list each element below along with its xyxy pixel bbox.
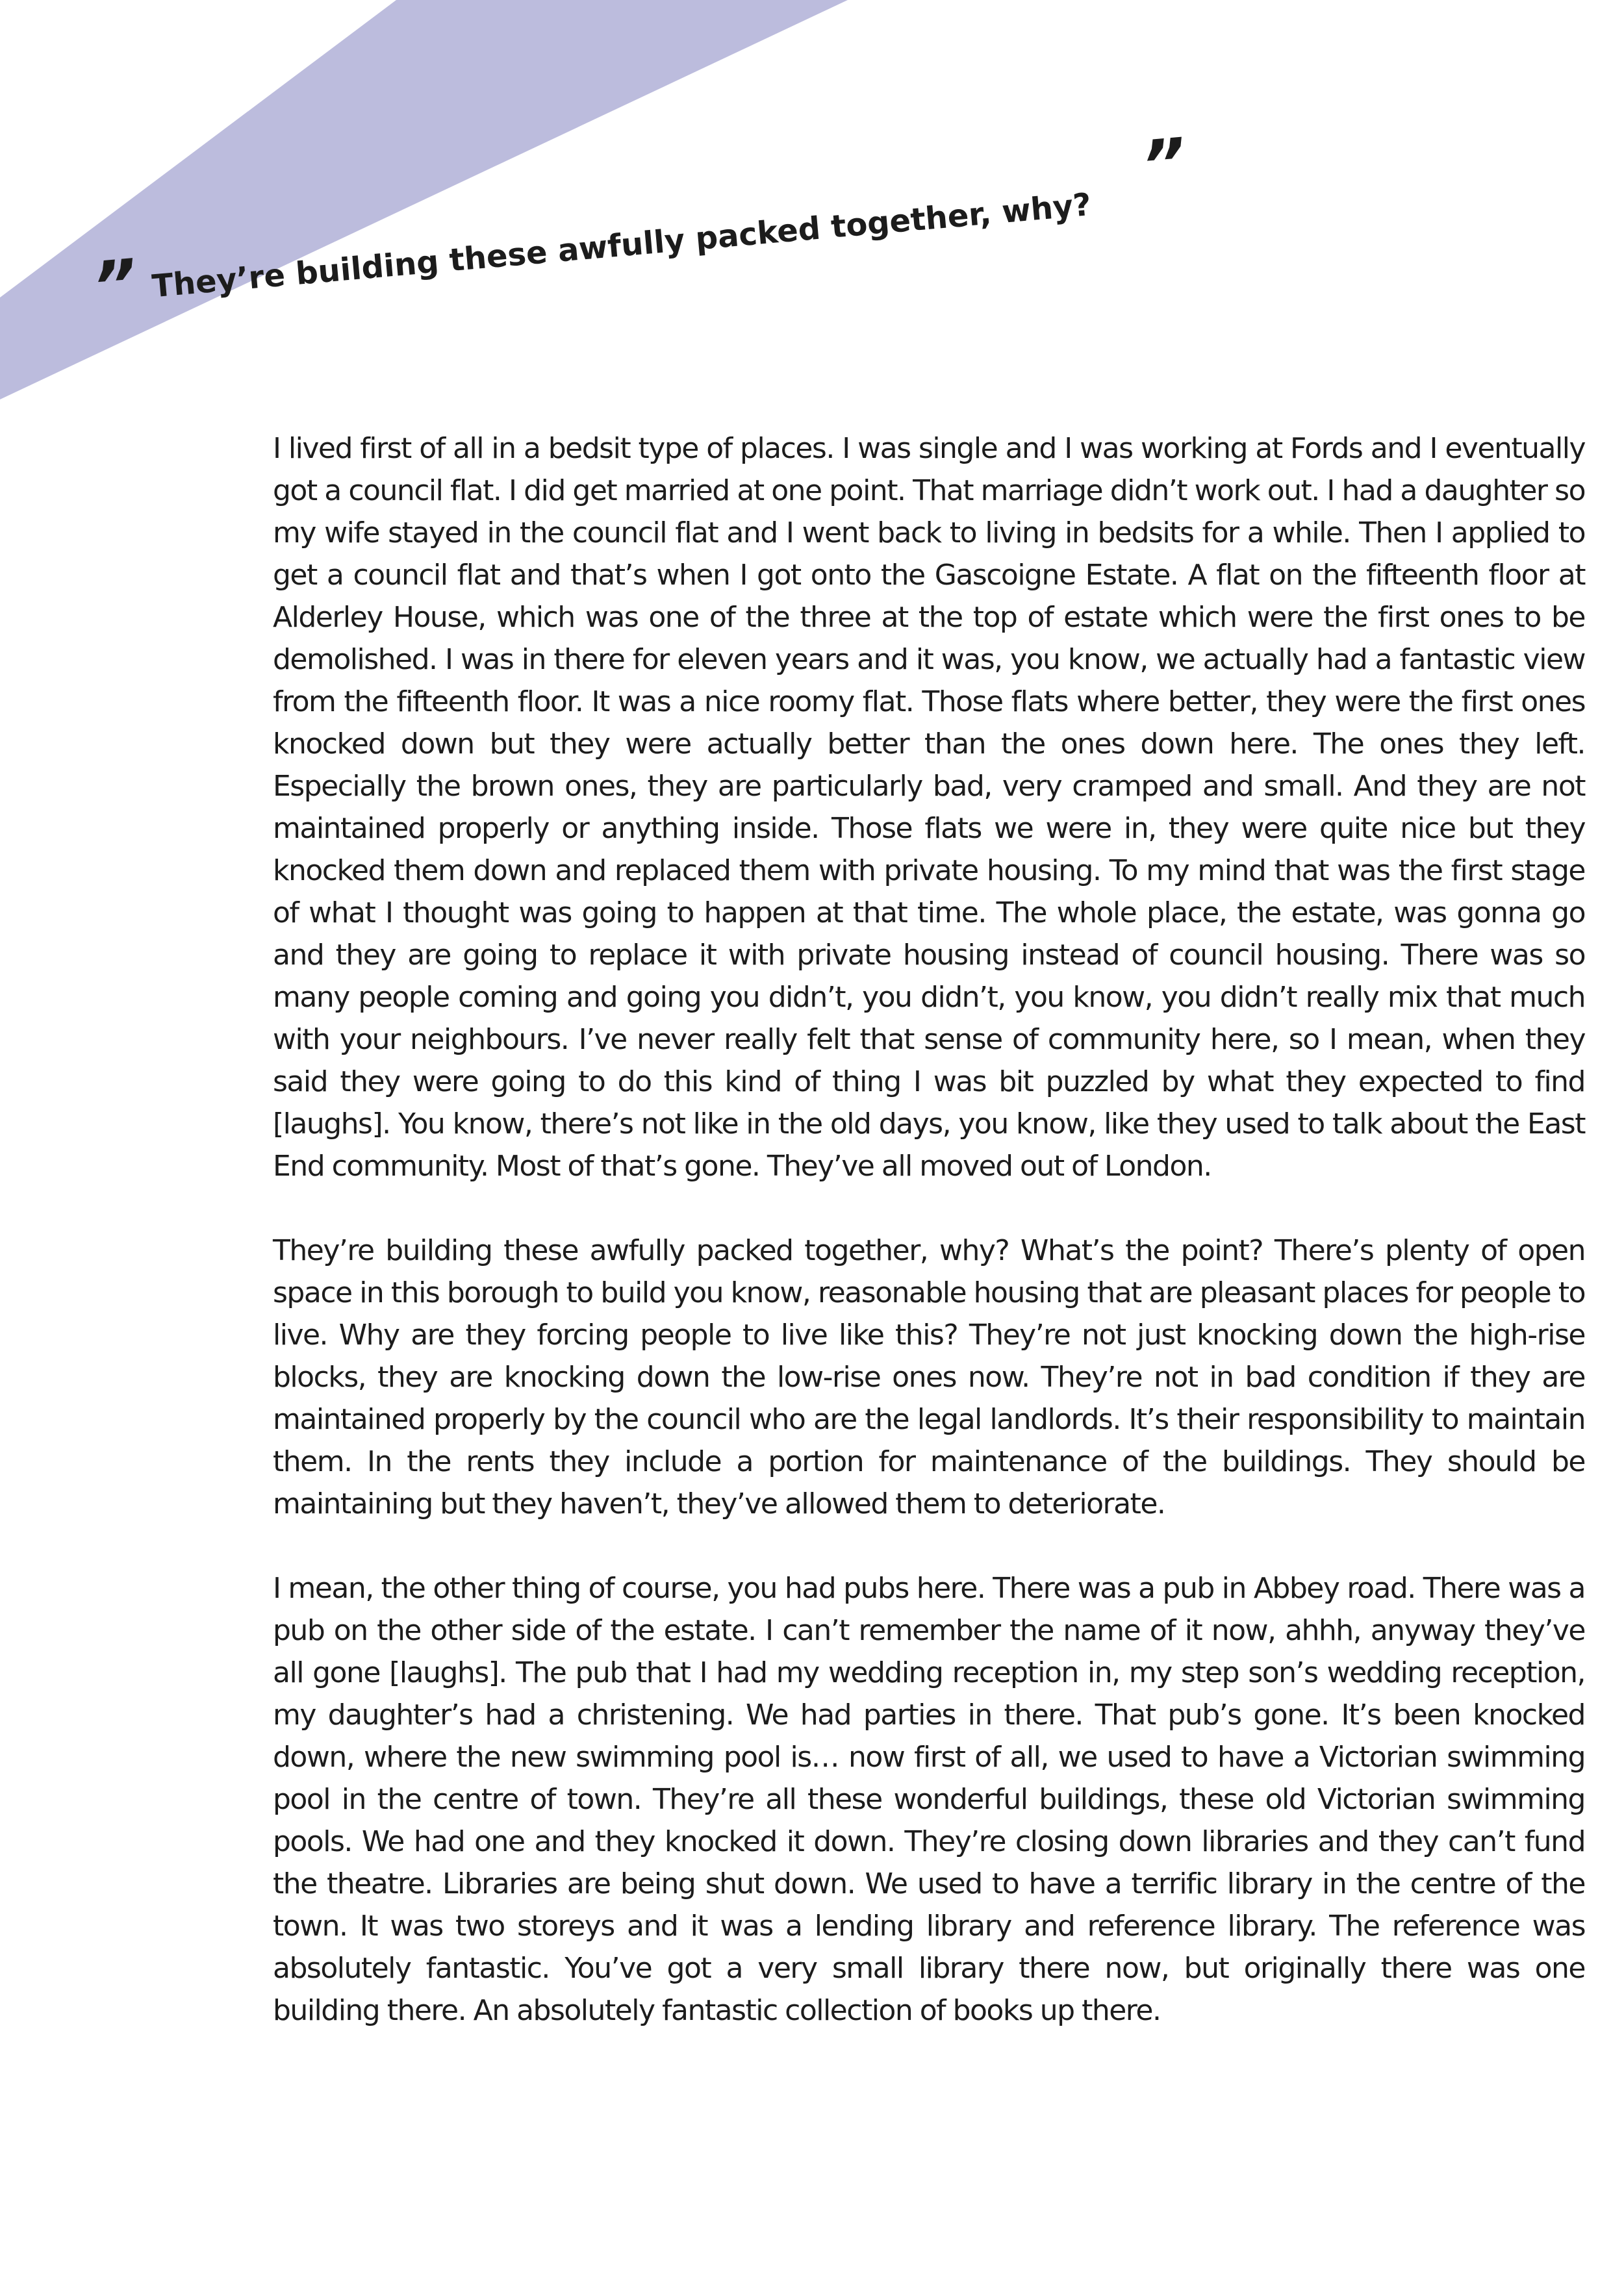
pull-quote-text: They’re building these awfully packed together, why? (150, 186, 1093, 305)
paragraph: They’re building these awfully packed together, why? What’s the point? There’s plenty of open space in this borough to build you know, reasonable housing that are pleasant places for people to live. Why are they forcing people to live like this? They’re not just knocking down the high-rise blocks, they are knocking down the low-rise ones now. They’re not in bad condition if they are maintained properly by the council who are the legal landlords. It’s their responsibility to maintain them. In the rents they include a portion for maintenance of the buildings. They should be maintaining but they haven’t, they’ve allowed them to deteriorate. (273, 1234, 1585, 1520)
quote-close-mark: ” (1139, 123, 1190, 206)
quote-open-mark: ” (90, 244, 141, 327)
paragraph: I lived first of all in a bedsit type of places. I was single and I was working at Fords and I eventually got a council flat. I did get married at one point. That marriage didn’t work out. I had a daughter so my wife stayed in the council flat and I went back to living in bedsits for a while. Then I applied to get a council flat and that’s when I got onto the Gascoigne Estate. A flat on the fifteenth floor at Alderley House, which was one of the three at the top of estate which were the first ones to be demolished. I was in there for eleven years and it was, you know, we actually had a fantastic view from the fifteenth floor. It was a nice roomy flat. Those flats where better, they were the first ones knocked down but they were actually better than the ones down here. The ones they left. Especially the brown ones, they are particularly bad, very cramped and small. And they are not maintained properly or anything inside. Those flats we were in, they were quite nice but they knocked them down and replaced them with private housing. To my mind that was the first stage of what I thought was going to happen at that time. The whole place, the estate, was gonna go and they are going to replace it with private housing instead of council housing. There was so many people coming and going you didn’t, you didn’t, you know, you didn’t really mix that much with your neighbours. I’ve never really felt that sense of community here, so I mean, when they said they were going to do this kind of thing I was bit puzzled by what they expected to find [laughs]. You know, there’s not like in the old days, you know, like they used to talk about the East End community. Most of that’s gone. They’ve all moved out of London. (273, 432, 1585, 1183)
paragraph: I mean, the other thing of course, you had pubs here. There was a pub in Abbey road. There was a pub on the other side of the estate. I can’t remember the name of it now, ahhh, anyway they’ve all gone [laughs]. The pub that I had my wedding reception in, my step son’s wedding reception, my daughter’s had a christening. We had parties in there. That pub’s gone. It’s been knocked down, where the new swimming pool is… now first of all, we used to have a Victorian swimming pool in the centre of town. They’re all these wonderful buildings, these old Victorian swimming pools. We had one and they knocked it down. They’re closing down libraries and they can’t fund the theatre. Libraries are being shut down. We used to have a terrific library in the centre of the town. It was two storeys and it was a lending library and reference library. The reference was absolutely fantastic. You’ve got a very small library there now, but originally there was one building there. An absolutely fantastic collection of books up there. (273, 1572, 1585, 2027)
article-body (273, 427, 1585, 2032)
